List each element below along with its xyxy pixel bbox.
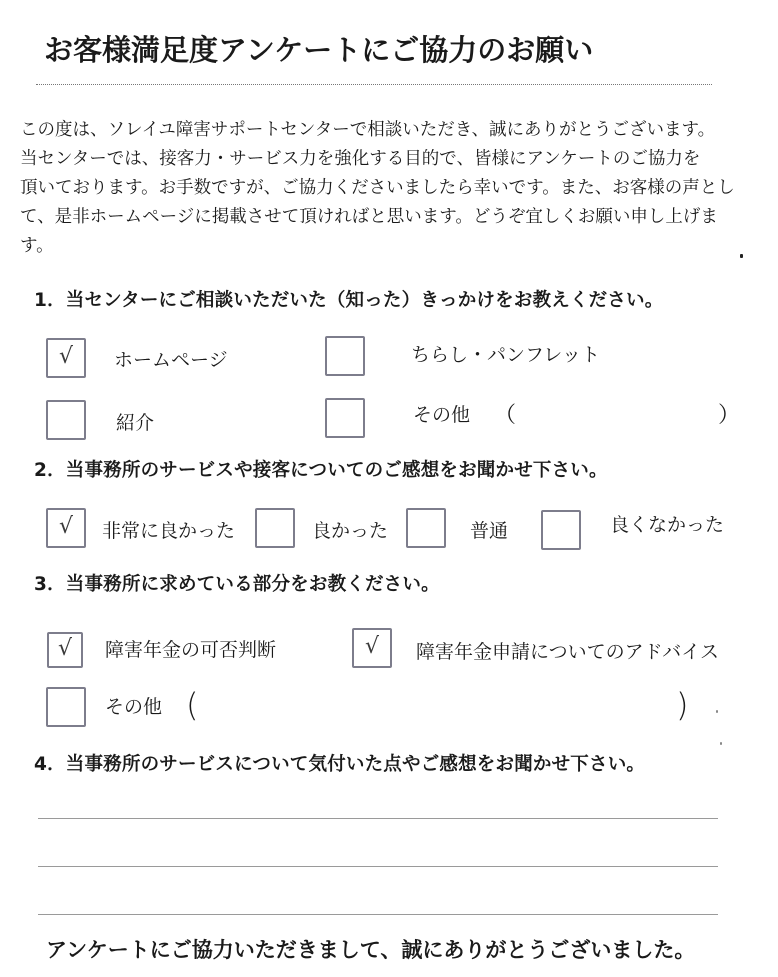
q1-flyer-label: ちらし・パンフレット: [411, 344, 601, 366]
q1-referral-checkbox[interactable]: [46, 400, 86, 440]
check-mark-icon: √: [364, 634, 380, 660]
q2-not-good-checkbox[interactable]: [541, 510, 581, 550]
question-1: 1．当センターにご相談いただいた（知った）きっかけをお教えください。: [34, 290, 664, 311]
intro-line: す。: [20, 236, 54, 256]
q3-other-paren-open: (: [186, 686, 199, 724]
q2-very-good-checkbox[interactable]: [46, 508, 86, 548]
answer-line[interactable]: [38, 914, 718, 915]
q3-eligibility-label: 障害年金の可否判断: [105, 639, 277, 661]
q2-average-label: 普通: [470, 520, 509, 542]
q1-referral-label: 紹介: [116, 412, 155, 434]
q1-homepage-label: ホームページ: [114, 349, 228, 371]
intro-line: この度は、ソレイユ障害サポートセンターで相談いただき、誠にありがとうございます。: [20, 120, 716, 140]
question-2: 2．当事務所のサービスや接客についてのご感想をお聞かせ下さい。: [34, 460, 608, 481]
stray-mark: [720, 742, 722, 745]
check-mark-icon: √: [57, 636, 73, 662]
q1-other-paren-close: ）: [718, 403, 741, 428]
q1-other-label: その他: [413, 404, 471, 426]
q1-other-checkbox[interactable]: [325, 398, 365, 438]
question-4: 4．当事務所のサービスについて気付いた点やご感想をお聞かせ下さい。: [34, 754, 646, 775]
q2-good-checkbox[interactable]: [255, 508, 295, 548]
intro-line: て、是非ホームページに掲載させて頂ければと思います。どうぞ宜しくお願い申し上げま: [20, 207, 718, 227]
question-3: 3．当事務所に求めている部分をお教ください。: [34, 574, 440, 595]
intro-line: 頂いております。お手数ですが、ご協力くださいましたら幸いです。また、お客様の声とし: [20, 178, 735, 198]
q3-other-checkbox[interactable]: [46, 687, 86, 727]
stray-mark: [740, 254, 743, 258]
q1-homepage-checkbox[interactable]: [46, 338, 86, 378]
answer-line[interactable]: [38, 866, 718, 867]
q1-other-paren-open: （: [494, 403, 517, 428]
answer-line[interactable]: [38, 818, 718, 819]
title-divider: [36, 84, 712, 85]
q3-other-paren-close: ): [676, 686, 689, 724]
q3-application-advice-checkbox[interactable]: [352, 628, 392, 668]
q3-application-advice-label: 障害年金申請についてのアドバイス: [416, 641, 720, 663]
check-mark-icon: √: [58, 514, 74, 540]
q3-eligibility-checkbox[interactable]: [47, 632, 83, 668]
q2-very-good-label: 非常に良かった: [102, 520, 236, 542]
q1-flyer-checkbox[interactable]: [325, 336, 365, 376]
stray-mark: [716, 710, 718, 713]
q2-not-good-label: 良くなかった: [610, 514, 725, 536]
q3-other-label: その他: [105, 696, 163, 718]
q2-average-checkbox[interactable]: [406, 508, 446, 548]
thank-you-footer: アンケートにご協力いただきまして、誠にありがとうございました。: [46, 938, 696, 962]
intro-line: 当センターでは、接客力・サービス力を強化する目的で、皆様にアンケートのご協力を: [20, 149, 701, 169]
intro-paragraph: [20, 116, 760, 261]
check-mark-icon: √: [58, 344, 74, 370]
q2-good-label: 良かった: [312, 520, 389, 542]
page-title: お客様満足度アンケートにご協力のお願い: [44, 33, 594, 67]
